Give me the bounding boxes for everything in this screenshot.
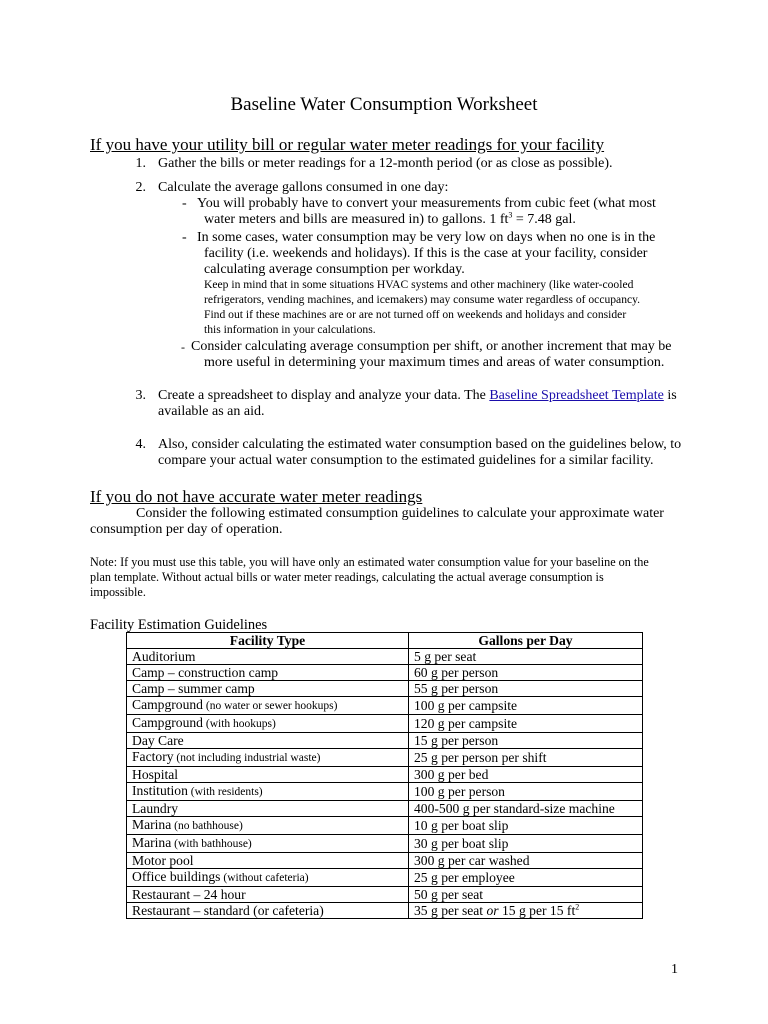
- table-row: [127, 869, 643, 887]
- facility-type-qualifier: (not including industrial waste): [173, 752, 321, 764]
- step-2-note-line-2: refrigerators, vending machines, and icemakers) may consume water regardless of occupancy.: [204, 293, 641, 306]
- facility-type-cell: [127, 767, 409, 783]
- table-row: [127, 665, 643, 681]
- facility-type-cell: [127, 749, 409, 767]
- facility-type-qualifier: (no bathhouse): [171, 820, 243, 832]
- facility-type-name: Camp – construction camp: [132, 665, 279, 680]
- facility-type-cell: [127, 665, 409, 681]
- section-heading-no-meter: If you do not have accurate water meter readings: [90, 487, 423, 506]
- facility-type-name: Marina: [132, 817, 172, 832]
- baseline-spreadsheet-template-link[interactable]: Baseline Spreadsheet Template: [489, 388, 664, 403]
- section-2-intro-line-1: Consider the following estimated consumption guidelines to calculate your approximate water: [136, 506, 664, 521]
- facility-type-cell: [127, 783, 409, 801]
- step-2-bullet-3-line-1: Consider calculating average consumption per shift, or another increment that may be: [191, 339, 672, 354]
- facility-type-name: Institution: [132, 783, 188, 798]
- page-number: 1: [671, 962, 678, 977]
- gallons-per-day-cell: 60 g per person: [409, 665, 643, 681]
- gallons-per-day-cell: 55 g per person: [409, 681, 643, 697]
- step-3-line-1: Create a spreadsheet to display and analyze your data. The Baseline Spreadsheet Template is: [158, 388, 677, 403]
- gallons-per-day-cell: 400-500 g per standard-size machine: [409, 801, 643, 817]
- step-number: 1.: [135, 156, 146, 171]
- facility-type-cell: [127, 697, 409, 715]
- facility-type-qualifier: (without cafeteria): [220, 872, 309, 884]
- gallons-per-day-cell: 50 g per seat: [409, 887, 643, 903]
- facility-type-name: Camp – summer camp: [132, 681, 255, 696]
- facility-type-name: Marina: [132, 835, 172, 850]
- step-2-note-line-1: Keep in mind that in some situations HVAC systems and other machinery (like water-cooled: [204, 278, 634, 291]
- step-number: 2.: [135, 180, 146, 195]
- facility-type-name: Motor pool: [132, 853, 194, 868]
- facility-type-qualifier: (no water or sewer hookups): [202, 700, 338, 712]
- gallons-per-day-cell: 5 g per seat: [409, 649, 643, 665]
- step-3-line-2: available as an aid.: [158, 404, 265, 419]
- step-2-bullet-1-line-2: water meters and bills are measured in) to gallons. 1 $ft^3 = 7.48$ gal.: [204, 210, 576, 227]
- facility-type-name: Office buildings: [132, 869, 221, 884]
- facility-type-cell: Restaurant – standard (or cafeteria): [127, 903, 409, 919]
- facility-type-name: Campground: [132, 697, 203, 712]
- table-row: [127, 749, 643, 767]
- table-row: [127, 887, 643, 903]
- table-row: [127, 649, 643, 665]
- facility-type-cell: [127, 649, 409, 665]
- table-row: [127, 783, 643, 801]
- facility-type-cell: [127, 887, 409, 903]
- facility-type-name: Laundry: [132, 801, 179, 816]
- section-2-intro-line-2: consumption per day of operation.: [90, 522, 283, 537]
- bullet-dash: -: [182, 196, 187, 211]
- table-header-row: [127, 633, 643, 649]
- step-1-text: Gather the bills or meter readings for a 12-month period (or as close as possible).: [158, 156, 613, 171]
- facility-type-qualifier: (with bathhouse): [171, 838, 252, 850]
- step-2-note-line-4: this information in your calculations.: [204, 323, 376, 336]
- step-2-bullet-3-line-2: more useful in determining your maximum times and areas of water consumption.: [204, 355, 665, 370]
- table-row: [127, 903, 643, 919]
- or-connector: or: [486, 903, 499, 918]
- gallons-per-day-cell: 300 g per car washed: [409, 853, 643, 869]
- facility-type-name: Restaurant – 24 hour: [132, 887, 246, 902]
- step-2-bullet-1-line-1: You will probably have to convert your measurements from cubic feet (what most: [197, 196, 656, 211]
- section-heading-utility-bill: If you have your utility bill or regular water meter readings for your facility: [90, 135, 605, 154]
- superscript: 2: [575, 902, 580, 912]
- gallons-per-day-cell: 15 g per person: [409, 733, 643, 749]
- gallons-per-day-cell: 30 g per boat slip: [409, 835, 643, 853]
- table-row: [127, 697, 643, 715]
- step-2-text: Calculate the average gallons consumed in one day:: [158, 180, 449, 195]
- facility-type-cell: [127, 817, 409, 835]
- step-4-line-1: Also, consider calculating the estimated water consumption based on the guidelines below, to: [158, 437, 682, 452]
- facility-type-name: Auditorium: [132, 649, 196, 664]
- gallons-value-alt: 15 g per 15 ft: [498, 903, 576, 918]
- table-row: [127, 681, 643, 697]
- table-body: [127, 649, 643, 919]
- step-4-line-2: compare your actual water consumption to the estimated guidelines for a similar facility.: [158, 453, 654, 468]
- section-2-note-line-3: impossible.: [90, 585, 146, 599]
- facility-type-cell: [127, 869, 409, 887]
- table-row: [127, 767, 643, 783]
- facility-type-qualifier: (with residents): [187, 786, 263, 798]
- table-row: [127, 733, 643, 749]
- gallons-per-day-cell: 25 g per employee: [409, 869, 643, 887]
- facility-type-cell: [127, 733, 409, 749]
- facility-type-cell: [127, 715, 409, 733]
- step-2-bullet-2-line-2: facility (i.e. weekends and holidays). If this is the case at your facility, consider: [204, 246, 648, 261]
- table-caption: Facility Estimation Guidelines: [90, 617, 268, 633]
- gallons-per-day-cell: 10 g per boat slip: [409, 817, 643, 835]
- table-row: [127, 835, 643, 853]
- gallons-per-day-cell: [409, 903, 643, 919]
- bullet-dash: -: [182, 230, 187, 245]
- section-2-note-line-2: plan template. Without actual bills or water meter readings, calculating the actual average consumption is: [90, 570, 604, 584]
- table-row: [127, 817, 643, 835]
- facility-type-name: Campground: [132, 715, 203, 730]
- gallons-per-day-cell: 120 g per campsite: [409, 715, 643, 733]
- facility-type-name: Day Care: [132, 733, 184, 748]
- gallons-per-day-cell: 100 g per person: [409, 783, 643, 801]
- gallons-per-day-cell: 25 g per person per shift: [409, 749, 643, 767]
- facility-type-name: Hospital: [132, 767, 179, 782]
- table-row: [127, 853, 643, 869]
- column-header-facility-type: Facility Type: [127, 633, 409, 649]
- step-2-bullet-2-line-3: calculating average consumption per workday.: [204, 262, 465, 277]
- gallons-per-day-cell: 100 g per campsite: [409, 697, 643, 715]
- section-2-note-line-1: Note: If you must use this table, you will have only an estimated water consumption value for your baseline on the: [90, 555, 649, 569]
- facility-type-cell: [127, 681, 409, 697]
- facility-type-qualifier: (with hookups): [202, 718, 276, 730]
- table-row: [127, 715, 643, 733]
- step-number: 3.: [135, 388, 146, 403]
- step-2-bullet-2-line-1: In some cases, water consumption may be very low on days when no one is in the: [197, 230, 656, 245]
- gallons-per-day-cell: 300 g per bed: [409, 767, 643, 783]
- facility-type-cell: [127, 835, 409, 853]
- step-number: 4.: [135, 437, 146, 452]
- facility-type-name: Factory: [132, 749, 174, 764]
- gallons-value: 35 g per seat: [414, 903, 487, 918]
- page-title: Baseline Water Consumption Worksheet: [230, 94, 538, 115]
- facility-type-cell: [127, 801, 409, 817]
- bullet-dash: -: [181, 340, 185, 354]
- column-header-gallons-per-day: Gallons per Day: [409, 633, 643, 649]
- step-2-note-line-3: Find out if these machines are or are not turned off on weekends and holidays and consider: [204, 308, 627, 321]
- facility-type-cell: [127, 853, 409, 869]
- facility-estimation-table: [126, 632, 643, 919]
- table-row: [127, 801, 643, 817]
